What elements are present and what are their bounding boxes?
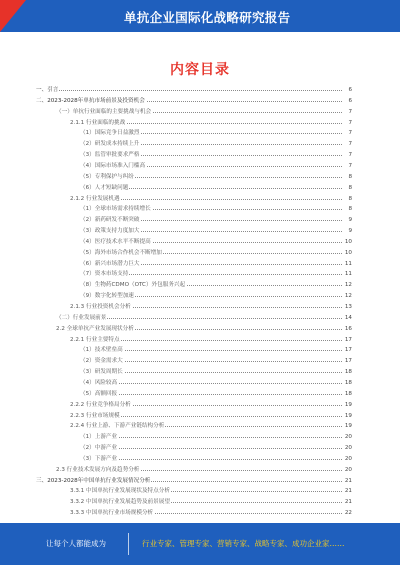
toc-entry[interactable]	[0, 260, 400, 269]
toc-page-number: 7	[348, 119, 352, 126]
toc-entry[interactable]	[0, 390, 400, 399]
toc-page-number: 16	[344, 325, 352, 332]
toc-leader-dots	[80, 394, 342, 395]
toc-entry-title: （3）政策支持力度加大	[80, 228, 140, 235]
toc-entry-title: 2.1.2 行业发展机遇	[70, 195, 120, 202]
toc-entry[interactable]	[0, 140, 400, 149]
toc-page-number: 18	[344, 390, 352, 397]
toc-entry-title: （4）医疗技术水平不断提高	[80, 238, 151, 245]
toc-leader-dots	[80, 448, 342, 449]
toc-entry[interactable]	[0, 412, 400, 421]
toc-entry[interactable]	[0, 455, 400, 464]
footer-bar	[0, 523, 400, 565]
toc-entry-title: （4）风险较高	[80, 379, 118, 386]
toc-entry[interactable]	[0, 422, 400, 431]
toc-entry-title: （1）全球市场需求持续增长	[80, 206, 151, 213]
toc-entry[interactable]	[0, 184, 400, 193]
toc-entry[interactable]	[0, 119, 400, 128]
toc-entry-title: （8）生物药CDMO（OTC）外包服务兴起	[80, 282, 186, 289]
toc-entry-title: 3.3.3 中国单抗行业市场规模分析	[70, 510, 154, 517]
toc-entry-title: 2.3 行业技术发展方向及趋势分析	[56, 466, 140, 473]
header-corner-accent	[0, 0, 26, 32]
toc-page-number: 10	[344, 238, 352, 245]
toc-page-number: 20	[344, 445, 352, 452]
toc-entry-title: （一）单抗行业面临的主要挑战与机会	[56, 108, 152, 115]
toc-entry-title: （2）研发成本持续上升	[80, 141, 140, 148]
toc-entry[interactable]	[0, 379, 400, 388]
toc-entry[interactable]	[0, 487, 400, 496]
toc-page-number: 17	[344, 347, 352, 354]
toc-leader-dots	[80, 437, 342, 438]
toc-entry-title: （3）研发周期长	[80, 369, 123, 376]
toc-page-number: 9	[348, 217, 352, 224]
toc-leader-dots	[80, 459, 342, 460]
toc-page-number: 8	[348, 195, 352, 202]
toc-entry[interactable]	[0, 129, 400, 138]
toc-page-number: 22	[344, 510, 352, 517]
toc-page-number: 17	[344, 336, 352, 343]
toc-page-number: 13	[344, 304, 352, 310]
toc-entry-title: （2）中游产业	[80, 445, 118, 452]
toc-leader-dots	[36, 90, 342, 91]
toc-page-number: 9	[348, 228, 352, 235]
toc-entry-title: 2.1.1 行业面临的挑战	[70, 119, 126, 126]
toc-entry-title: 2.2.3 行业市场规模	[70, 412, 120, 419]
toc-page-number: 14	[344, 314, 352, 321]
toc-entry-title: 2.2.2 行业竞争格局分析	[70, 401, 131, 408]
toc-page-number: 21	[344, 488, 352, 495]
toc-page-number: 21	[344, 477, 352, 484]
toc-entry[interactable]	[0, 401, 400, 410]
toc-entry[interactable]	[0, 195, 400, 204]
toc-entry-title: （9）数字化转型加速	[80, 293, 134, 300]
toc-entry-title: （6）人才短缺问题	[80, 184, 129, 191]
toc-entry-title: （5）高额回报	[80, 390, 118, 397]
toc-page-number: 8	[348, 184, 352, 191]
toc-entry[interactable]	[0, 281, 400, 290]
toc-entry-title: 2.2 全球单抗产业发展现状分析	[56, 325, 134, 332]
toc-page-number: 12	[344, 293, 352, 300]
toc-page-number: 7	[348, 108, 352, 115]
toc-entry-title: （二）行业发展前景	[56, 314, 107, 321]
toc-entry[interactable]	[0, 216, 400, 225]
toc-page-number: 6	[348, 87, 352, 93]
toc-entry-title: （2）资金需求大	[80, 358, 123, 365]
toc-entry[interactable]	[0, 292, 400, 301]
toc-entry-title: （3）下游产业	[80, 455, 118, 462]
toc-page-number: 18	[344, 379, 352, 386]
toc-entry[interactable]	[0, 314, 400, 323]
toc-entry-title: 2.2.4 行业上游、下游产业链结构分析	[70, 423, 165, 430]
toc-page-number: 18	[344, 369, 352, 376]
toc-entry-title: 二、2023-2028年单抗市场前景及投资机会	[36, 97, 145, 104]
toc-entry[interactable]	[0, 162, 400, 171]
toc-page-number: 7	[348, 162, 352, 169]
toc-entry[interactable]	[0, 249, 400, 258]
toc-entry[interactable]	[0, 238, 400, 247]
toc-heading: 内容目录	[170, 62, 230, 78]
toc-page-number: 8	[348, 173, 352, 180]
toc-page-number: 19	[344, 423, 352, 430]
toc-entry-title: （2）新药研发不断突破	[80, 217, 140, 224]
toc-entry[interactable]	[0, 357, 400, 366]
toc-page-number: 12	[344, 282, 352, 289]
toc-entry-title: （1）上游产业	[80, 434, 118, 441]
toc-entry[interactable]	[0, 368, 400, 377]
toc-entry-title: （5）海外市场合作机会不断增加	[80, 249, 162, 256]
toc-page-number: 11	[344, 260, 352, 267]
toc-entry[interactable]	[0, 227, 400, 236]
toc-entry-title: 2.1.3 行业投资机会分析	[70, 304, 131, 310]
toc-entry-title: （3）监管审批要求严格	[80, 152, 140, 159]
toc-page-number: 21	[344, 499, 352, 506]
toc-entry[interactable]	[0, 108, 400, 117]
toc-entry-title: （6）新兴市场潜力巨大	[80, 260, 140, 267]
header-bar	[0, 0, 400, 32]
toc-entry-title: （1）国际竞争日益激烈	[80, 130, 140, 137]
toc-entry[interactable]	[0, 498, 400, 507]
toc-entry[interactable]	[0, 336, 400, 345]
toc-entry[interactable]	[0, 466, 400, 475]
toc-page-number: 19	[344, 412, 352, 419]
toc-entry[interactable]	[0, 151, 400, 160]
toc-page-number: 11	[344, 271, 352, 278]
toc-entry-title: 3.3.2 中国单抗行业发展趋势及前景展望	[70, 499, 170, 506]
toc-entry-title: 一、引言	[36, 87, 59, 93]
toc-page-number: 17	[344, 358, 352, 365]
toc-page-number: 7	[348, 130, 352, 137]
footer-divider	[128, 533, 129, 555]
toc-entry[interactable]	[0, 477, 400, 486]
toc-entry[interactable]	[0, 346, 400, 355]
toc-entry[interactable]	[0, 444, 400, 453]
toc-entry[interactable]	[0, 270, 400, 279]
toc-entry[interactable]	[0, 86, 400, 95]
toc-page-number: 8	[348, 206, 352, 213]
toc-entry[interactable]	[0, 433, 400, 442]
toc-entry[interactable]	[0, 173, 400, 182]
toc-entry[interactable]	[0, 205, 400, 214]
toc-entry-title: 3.3.1 中国单抗行业发展现状及特点分析	[70, 488, 170, 495]
toc-page-number: 20	[344, 434, 352, 441]
toc-entry-title: （1）技术壁垒高	[80, 347, 123, 354]
toc-leader-dots	[80, 383, 342, 384]
toc-page-number: 19	[344, 401, 352, 408]
toc-entry-title: （5）专利保护与纠纷	[80, 173, 134, 180]
toc-entry-title: 三、2023-2028年中国单抗行业发展情况分析	[36, 477, 151, 484]
footer-tagline: 行业专家、管理专家、营销专家、战略专家、成功企业家……	[142, 539, 345, 548]
toc-entry[interactable]	[0, 325, 400, 334]
footer-slogan: 让每个人都能成为	[46, 539, 106, 548]
toc-entry[interactable]	[0, 97, 400, 106]
toc-page-number: 20	[344, 455, 352, 462]
toc-page-number: 6	[348, 97, 352, 104]
table-of-contents	[0, 86, 400, 526]
toc-page-number: 7	[348, 141, 352, 148]
toc-page-number: 7	[348, 152, 352, 159]
toc-entry-title: （4）国际市场准入门槛高	[80, 162, 146, 169]
toc-entry[interactable]	[0, 303, 400, 312]
toc-entry-title: 2.2.1 行业主要特点	[70, 336, 120, 343]
toc-page-number: 20	[344, 466, 352, 473]
report-title: 单抗企业国际化战略研究报告	[124, 10, 291, 25]
toc-entry-title: （7）资本市场支持	[80, 271, 129, 278]
toc-entry[interactable]	[0, 509, 400, 518]
toc-page-number: 10	[344, 249, 352, 256]
